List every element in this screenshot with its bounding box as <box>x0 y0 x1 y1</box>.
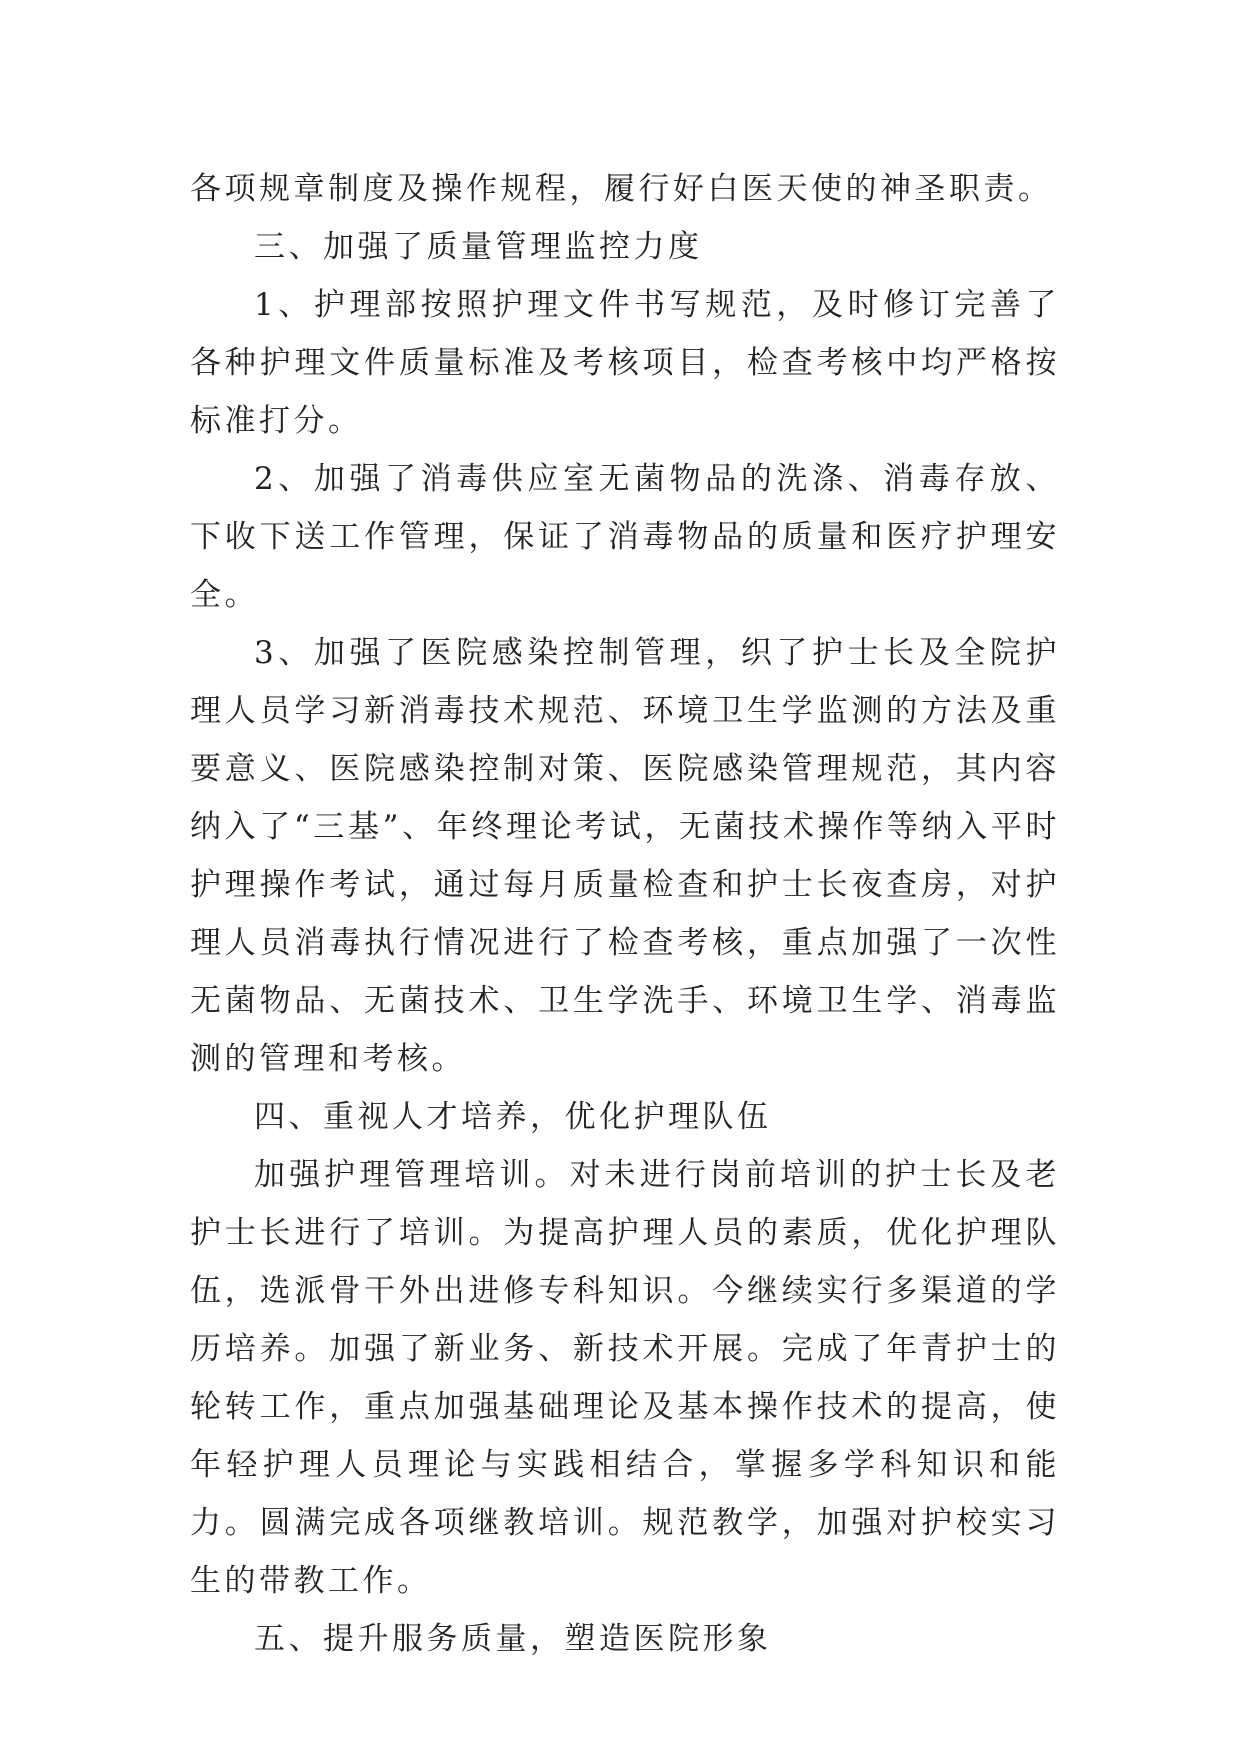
paragraph-item-3: 3、加强了医院感染控制管理，织了护士长及全院护理人员学习新消毒技术规范、环境卫生学监测的方法及重要意义、医院感染控制对策、医院感染管理规范，其内容纳入了“三基”、年终理论考试，无菌技术操作等纳入平时护理操作考试，通过每月质量检查和护士长夜查房，对护理人员消毒执行情况进行了检查考核，重点加强了一次性无菌物品、无菌技术、卫生学洗手、环境卫生学、消毒监测的管理和考核。 <box>190 635 1060 1077</box>
paragraph-continuation: 各项规章制度及操作规程，履行好白医天使的神圣职责。 <box>190 171 1053 207</box>
paragraph-training: 加强护理管理培训。对未进行岗前培训的护士长及老护士长进行了培训。为提高护理人员的素质，优化护理队伍，选派骨干外出进修专科知识。今继续实行多渠道的学历培养。加强了新业务、新技术开展。完成了年青护士的轮转工作，重点加强基础理论及基本操作技术的提高，使年轻护理人员理论与实践相结合，掌握多学科知识和能力。圆满完成各项继教培训。规范教学，加强对护校实习生的带教工作。 <box>190 1157 1060 1599</box>
document-body <box>190 160 1060 1668</box>
section-heading-3: 三、加强了质量管理监控力度 <box>254 229 703 265</box>
paragraph-item-1: 1、护理部按照护理文件书写规范，及时修订完善了各种护理文件质量标准及考核项目，检查考核中均严格按标准打分。 <box>190 287 1060 439</box>
paragraph-item-2: 2、加强了消毒供应室无菌物品的洗涤、消毒存放、下收下送工作管理，保证了消毒物品的质量和医疗护理安全。 <box>190 461 1060 613</box>
section-heading-5: 五、提升服务质量，塑造医院形象 <box>254 1621 772 1657</box>
section-heading-4: 四、重视人才培养，优化护理队伍 <box>254 1099 772 1135</box>
